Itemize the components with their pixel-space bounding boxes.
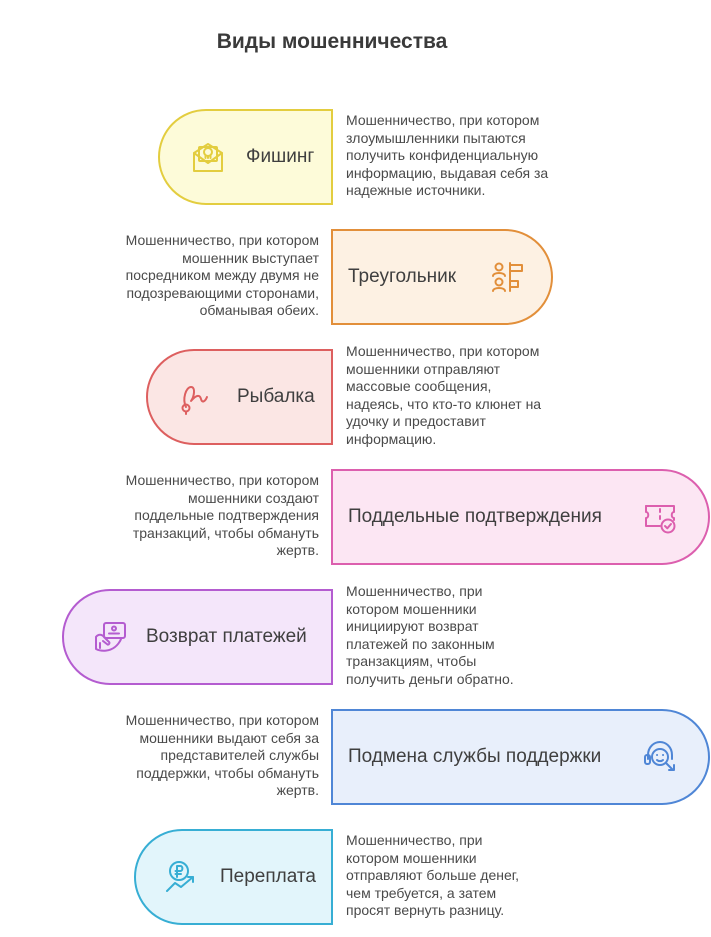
headset-search-icon	[640, 737, 680, 777]
pill-chargeback	[62, 589, 333, 685]
users-hierarchy-icon	[489, 257, 529, 297]
pill-fake-confirmations	[331, 469, 710, 565]
fraud-type-triangle	[0, 227, 711, 327]
pill-label: Треугольник	[348, 266, 457, 287]
pill-label: Переплата	[220, 866, 316, 887]
mail-skull-icon	[188, 137, 228, 177]
fishing-hook-icon	[174, 377, 214, 417]
description-triangle: Мошенничество, при котором мошенник выступает посредником между двумя не подозревающими сторонами, обманывая обеих.	[125, 232, 319, 319]
description-phishing: Мошенничество, при котором злоумышленники пытаются получить конфиденциальную информацию, выдавая себя за надежные источники.	[346, 112, 549, 199]
description-fishing: Мошенничество, при котором мошенники отправляют массовые сообщения, надеясь, что кто-то клюнет на удочку и предоставит информацию.	[346, 343, 542, 447]
pill-support-spoofing	[331, 709, 710, 805]
ruble-trend-icon	[162, 857, 202, 897]
pill-label: Рыбалка	[237, 386, 315, 407]
hand-card-icon	[90, 617, 130, 657]
pill-overpayment	[134, 829, 333, 925]
pill-phishing	[158, 109, 333, 205]
fraud-type-overpayment	[0, 827, 711, 927]
pill-fishing	[146, 349, 333, 445]
fraud-type-fishing	[0, 343, 711, 447]
ticket-check-icon	[640, 497, 680, 537]
pill-triangle	[331, 229, 553, 325]
fraud-type-support-spoofing	[0, 707, 711, 807]
description-overpayment: Мошенничество, при котором мошенники отправляют больше денег, чем требуется, а затем просят вернуть разницу.	[346, 832, 520, 919]
description-fake-confirmations: Мошенничество, при котором мошенники создают поддельные подтверждения транзакций, чтобы обмануть жертв.	[125, 472, 319, 559]
description-chargeback: Мошенничество, при котором мошенники инициируют возврат платежей по законным транзакциям, чтобы получить деньги обратно.	[346, 583, 514, 687]
description-support-spoofing: Мошенничество, при котором мошенники выдают себя за представителей службы поддержки, чтобы обмануть жертв.	[125, 712, 319, 799]
fraud-type-phishing	[0, 107, 711, 207]
pill-label: Поддельные подтверждения	[348, 506, 602, 527]
fraud-type-chargeback	[0, 583, 711, 687]
page-title: Виды мошенничества	[216, 30, 448, 53]
fraud-type-fake-confirmations	[0, 467, 711, 567]
pill-label: Подмена службы поддержки	[348, 746, 602, 767]
pill-label: Фишинг	[246, 146, 315, 167]
pill-label: Возврат платежей	[146, 626, 307, 647]
